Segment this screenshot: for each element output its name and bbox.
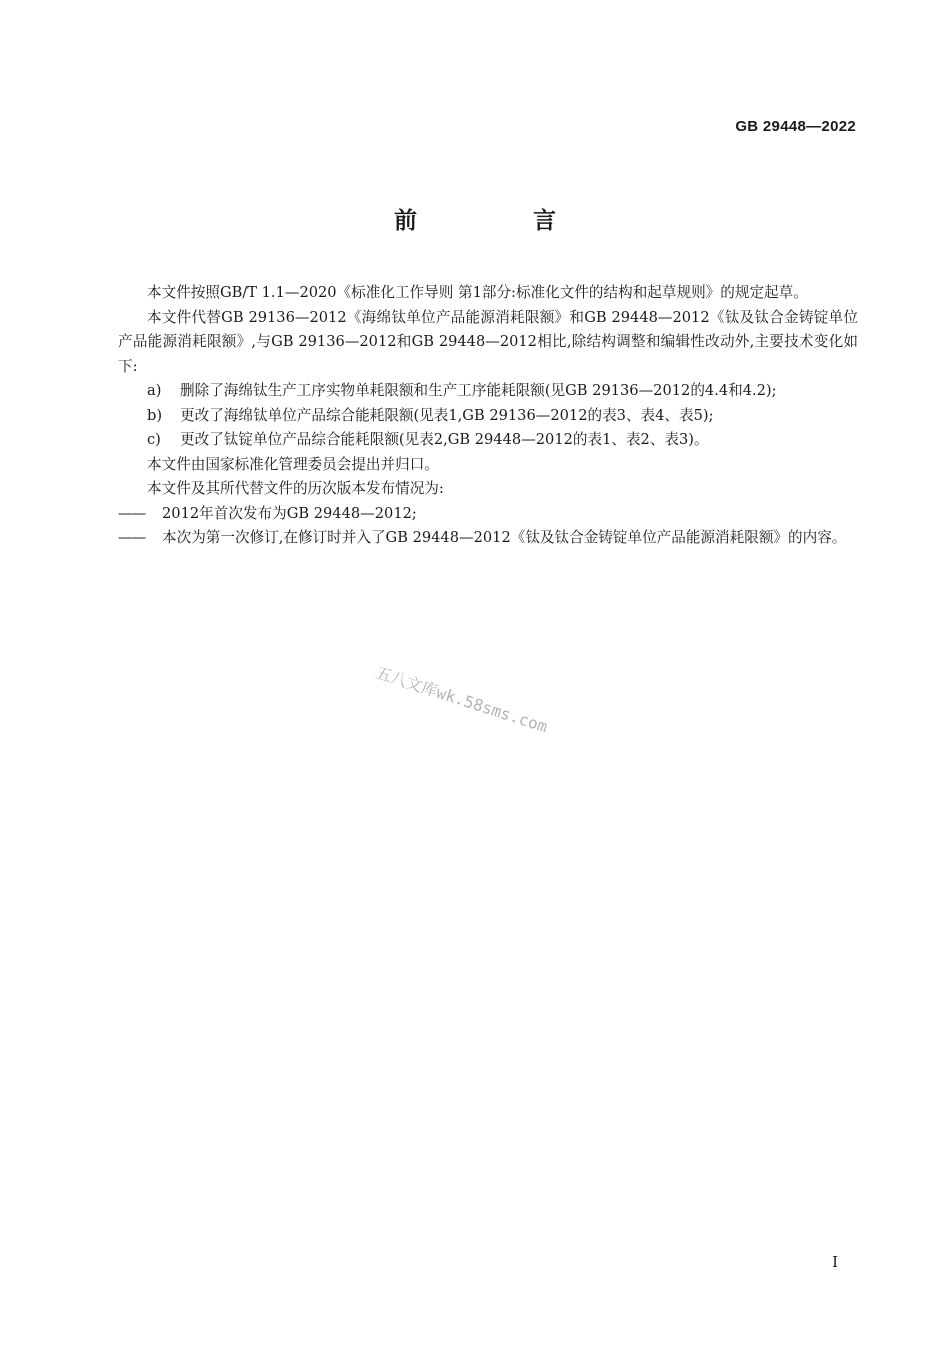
page-number: I [832,1253,838,1271]
history-item-revision [118,526,858,551]
change-item-text: 删除了海绵钛生产工序实物单耗限额和生产工序能耗限额(见GB 29136—2012的4.4和4.2); [180,382,777,399]
paragraph-history-intro: 本文件及其所代替文件的历次版本发布情况为: [147,480,444,497]
foreword-body [118,281,858,551]
change-item-c [118,428,858,453]
history-item-text: 2012年首次发布为GB 29448—2012; [162,504,417,522]
change-item-label: c) [147,431,161,448]
change-item-label: a) [147,382,162,399]
standard-number: GB 29448—2022 [735,118,856,135]
history-dash: —— [118,529,146,546]
watermark: 五八文库wk.58sms.com [373,662,550,737]
change-item-text: 更改了海绵钛单位产品综合能耗限额(见表1,GB 29136—2012的表3、表4、表5); [180,406,714,424]
change-item-b [118,404,858,429]
history-item-2012 [118,502,858,527]
change-item-text: 更改了钛锭单位产品综合能耗限额(见表2,GB 29448—2012的表1、表2、表3)。 [180,431,709,448]
paragraph-proposer: 本文件由国家标准化管理委员会提出并归口。 [147,455,439,473]
history-item-text: 本次为第一次修订,在修订时并入了GB 29448—2012《钛及钛合金铸锭单位产品能源消耗限额》的内容。 [162,529,847,546]
paragraph-drafting-rules: 本文件按照GB/T 1.1—2020《标准化工作导则 第1部分:标准化文件的结构和起草规则》的规定起草。 [147,284,808,301]
paragraph-replacement: 本文件代替GB 29136—2012《海绵钛单位产品能源消耗限额》和GB 29448—2012《钛及钛合金铸锭单位产品能源消耗限额》,与GB 29136—2012和GB 29448—2012相比,除结构调整和编辑性改动外,主要技术变化如下: [118,308,858,375]
change-item-a [118,379,858,404]
change-item-label: b) [147,406,163,424]
history-dash: —— [118,504,146,522]
page-title: 前 言 [393,208,610,234]
